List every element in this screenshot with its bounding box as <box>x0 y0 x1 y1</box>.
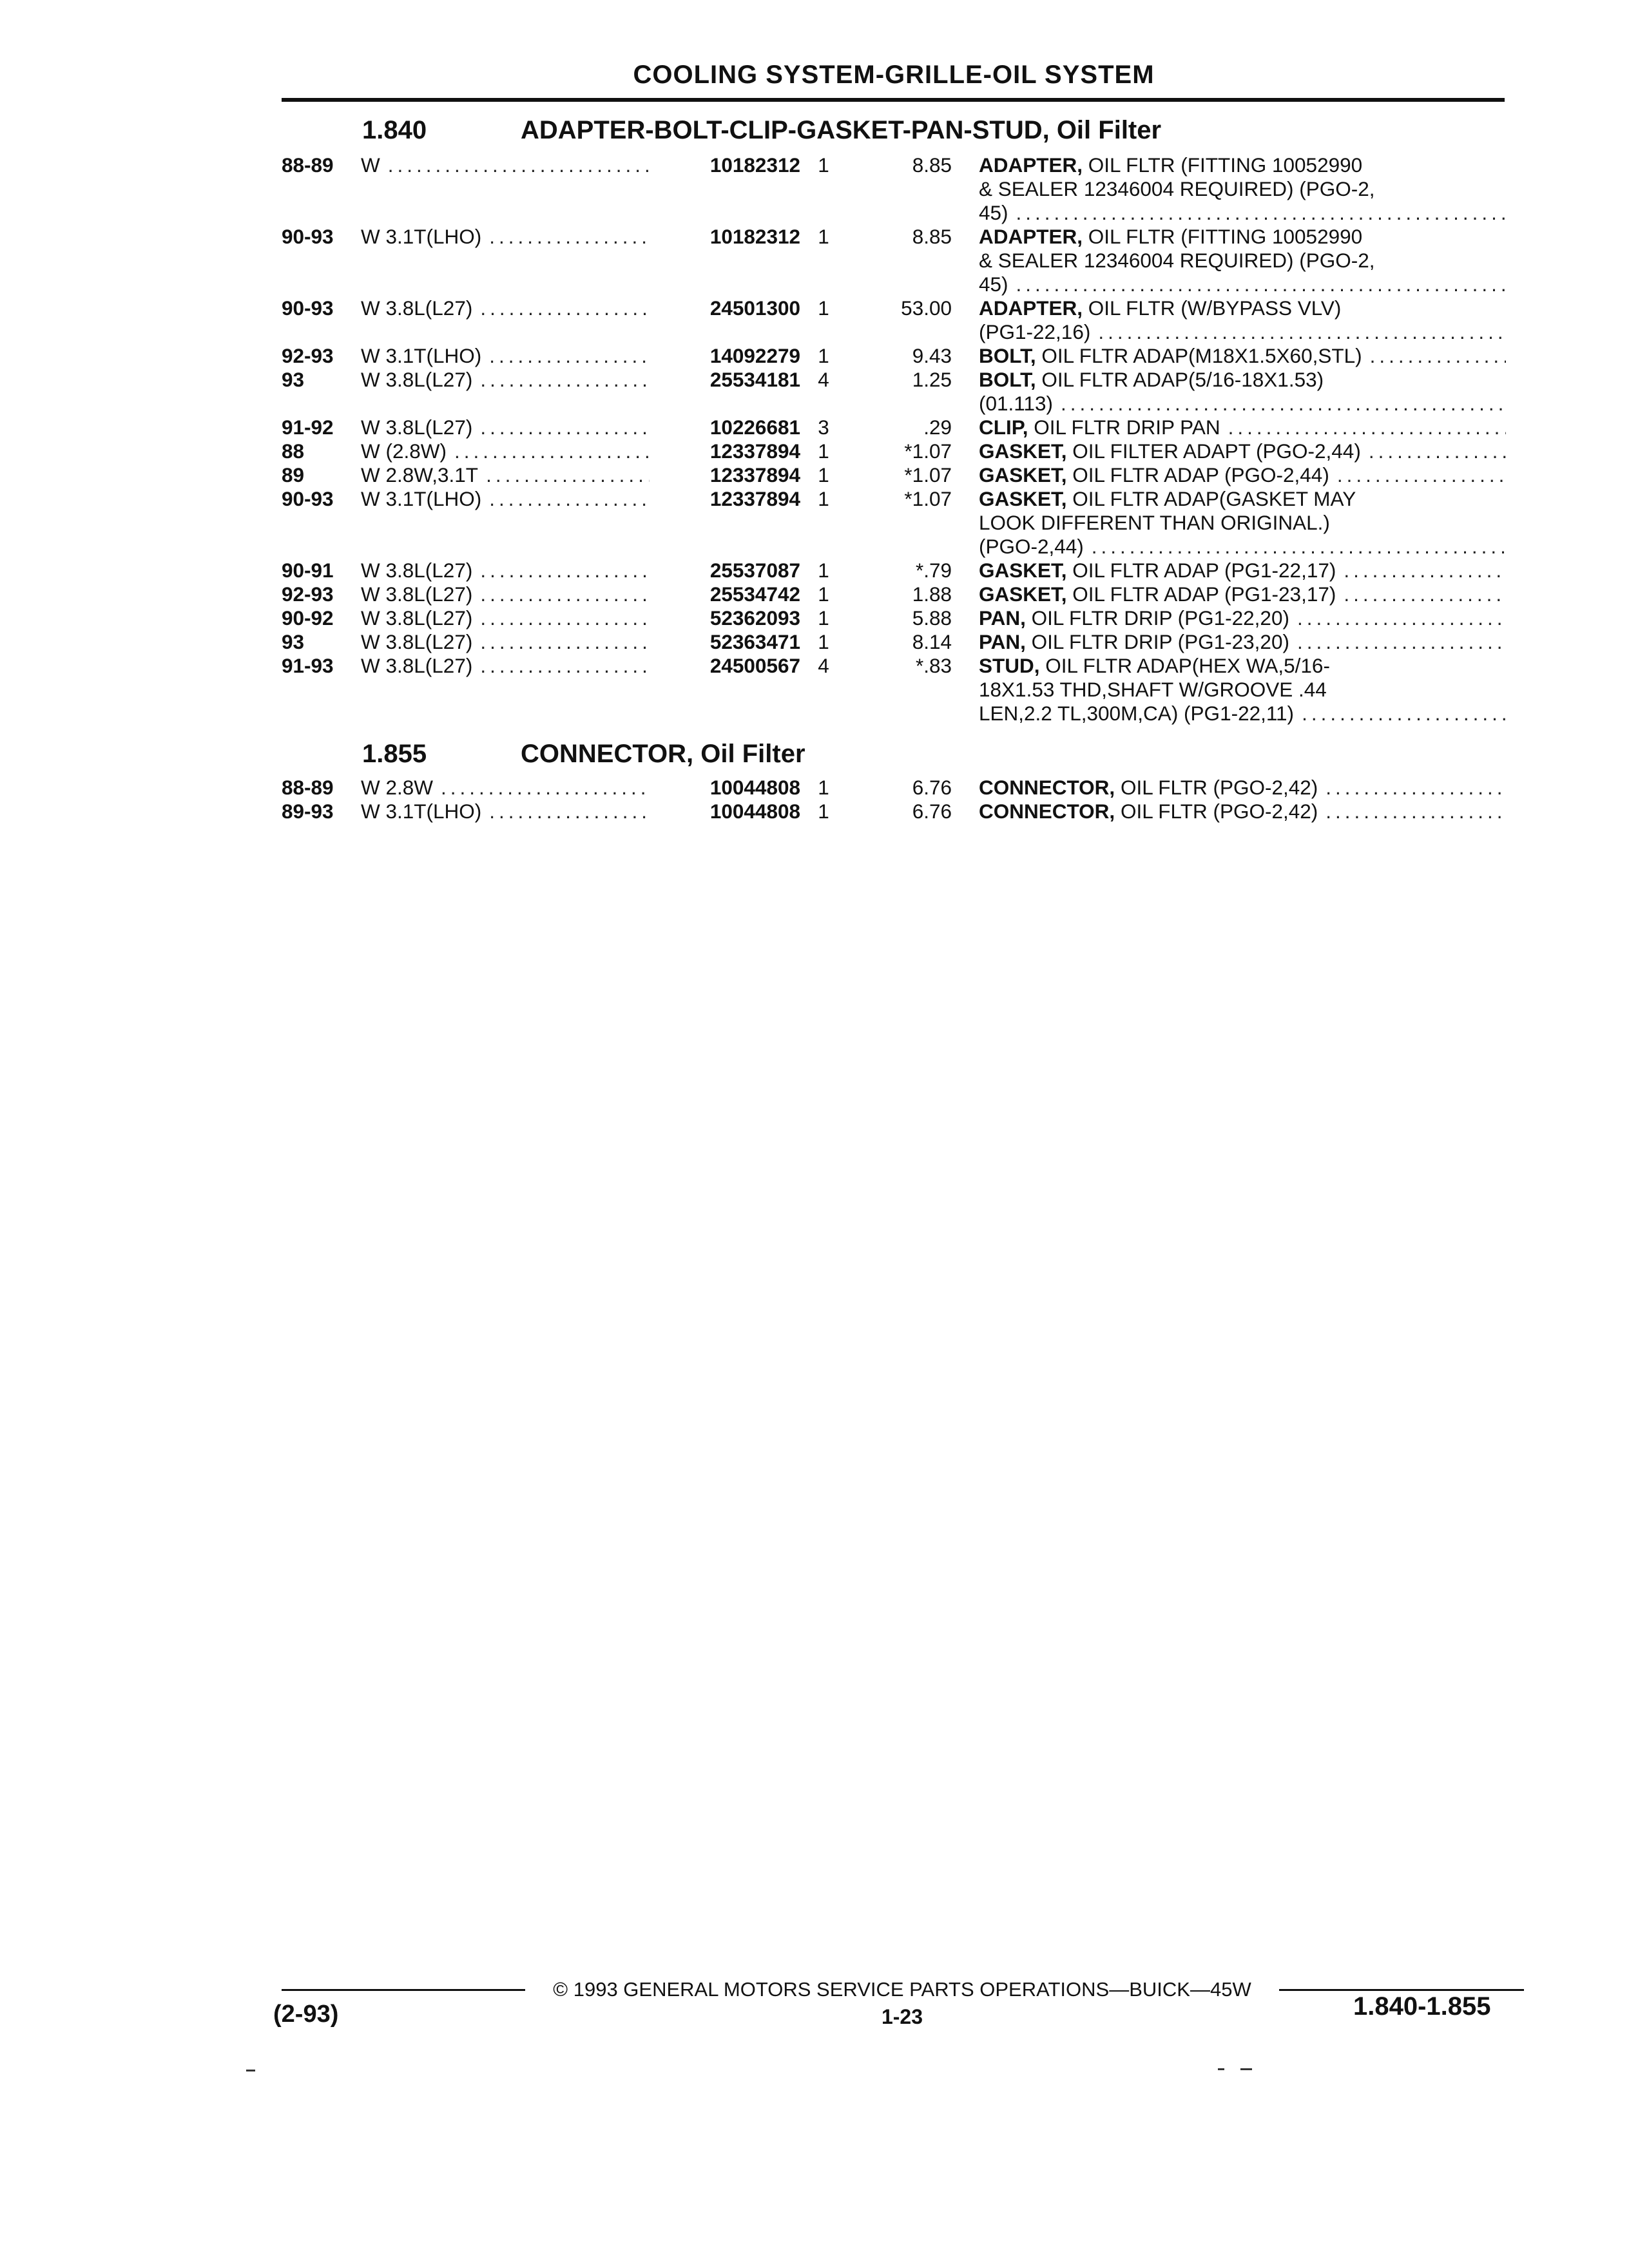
price: *.79 <box>915 559 952 582</box>
part-description <box>979 606 1506 630</box>
quantity: 1 <box>818 296 829 320</box>
table-row <box>282 225 1506 296</box>
description-text <box>979 776 1325 800</box>
table-row <box>282 606 1506 630</box>
part-number: 10044808 <box>709 776 800 799</box>
model-year: 90-92 <box>282 606 334 629</box>
quantity: 1 <box>818 776 829 799</box>
model-year: 89-93 <box>282 800 334 823</box>
quantity: 1 <box>818 559 829 582</box>
model-year: 92-93 <box>282 344 334 367</box>
leader-dots <box>1297 606 1506 630</box>
description-text <box>979 225 1370 249</box>
price: *1.07 <box>904 487 952 510</box>
price: 53.00 <box>901 296 952 320</box>
quantity: 1 <box>818 582 829 606</box>
leader-dots <box>480 606 650 630</box>
description-keyword: GASKET, <box>979 439 1067 463</box>
description-detail: OIL FLTR ADAP (PG1-22,17) <box>1066 559 1336 582</box>
part-description <box>979 776 1506 800</box>
part-description <box>979 800 1506 823</box>
table-row <box>282 344 1506 368</box>
leader-dots <box>480 654 650 678</box>
description-detail: 18X1.53 THD,SHAFT W/GROOVE .44 <box>979 678 1327 701</box>
leader-dots <box>1092 535 1506 559</box>
table-row <box>282 559 1506 582</box>
description-text <box>979 487 1364 511</box>
part-description <box>979 368 1506 416</box>
description-text <box>979 177 1383 201</box>
description-text <box>979 559 1344 582</box>
description-line <box>979 463 1506 487</box>
price: 6.76 <box>912 800 952 823</box>
model-code <box>361 800 650 823</box>
price: *1.07 <box>904 463 952 486</box>
description-text <box>979 606 1297 630</box>
leader-dots <box>441 776 650 800</box>
description-detail: LEN,2.2 TL,300M,CA) (PG1-22,11) <box>979 702 1295 725</box>
description-line <box>979 582 1506 606</box>
footer-rule-left <box>282 1989 525 1991</box>
model-text: W 3.1T(LHO) <box>361 344 482 367</box>
leader-dots <box>1228 416 1506 439</box>
model-year: 92-93 <box>282 582 334 606</box>
description-detail: OIL FLTR ADAP (PG1-23,17) <box>1066 582 1336 606</box>
leader-dots <box>480 368 650 392</box>
model-text: W 3.8L(L27) <box>361 296 473 320</box>
model-year: 90-91 <box>282 559 334 582</box>
model-code <box>361 153 650 177</box>
leader-dots <box>1337 463 1506 487</box>
model-code <box>361 296 650 320</box>
model-text: W 3.1T(LHO) <box>361 225 482 248</box>
model-code <box>361 606 650 630</box>
price: *1.07 <box>904 439 952 463</box>
leader-dots <box>1344 582 1506 606</box>
scan-speck <box>246 2070 255 2071</box>
part-description <box>979 582 1506 606</box>
description-line <box>979 702 1506 726</box>
leader-dots <box>489 225 650 249</box>
description-keyword: GASKET, <box>979 559 1067 582</box>
description-line <box>979 654 1506 678</box>
description-keyword: GASKET, <box>979 487 1067 510</box>
description-line <box>979 392 1506 416</box>
description-line <box>979 177 1506 201</box>
quantity: 1 <box>818 439 829 463</box>
description-text <box>979 800 1325 823</box>
price: 1.25 <box>912 368 952 391</box>
table-row <box>282 153 1506 225</box>
description-text <box>979 678 1335 702</box>
model-text: W 3.1T(LHO) <box>361 487 482 510</box>
quantity: 3 <box>818 416 829 439</box>
quantity: 1 <box>818 800 829 823</box>
leader-dots <box>489 800 650 823</box>
table-row <box>282 463 1506 487</box>
description-line <box>979 296 1506 320</box>
description-text <box>979 702 1302 726</box>
description-detail: OIL FLTR (PGO-2,42) <box>1115 776 1318 799</box>
description-keyword: BOLT, <box>979 368 1036 391</box>
part-description <box>979 487 1506 559</box>
model-year: 90-93 <box>282 225 334 248</box>
model-code <box>361 439 650 463</box>
leader-dots <box>1369 439 1506 463</box>
revision-date: (2-93) <box>273 2001 339 2028</box>
model-year: 88-89 <box>282 776 334 799</box>
part-number: 12337894 <box>709 463 800 486</box>
model-code <box>361 582 650 606</box>
description-keyword: STUD, <box>979 654 1040 677</box>
description-text <box>979 368 1331 392</box>
description-line <box>979 439 1506 463</box>
description-line <box>979 273 1506 296</box>
model-year: 93 <box>282 368 305 391</box>
leader-dots <box>1325 800 1506 823</box>
description-line <box>979 511 1506 535</box>
table-row <box>282 800 1506 823</box>
model-year: 90-93 <box>282 296 334 320</box>
section-range: 1.840-1.855 <box>1353 1992 1491 2021</box>
model-code <box>361 368 650 392</box>
model-code <box>361 776 650 800</box>
model-text: W 3.8L(L27) <box>361 654 473 677</box>
part-description <box>979 463 1506 487</box>
scan-speck <box>1240 2068 1252 2070</box>
description-text <box>979 344 1370 368</box>
header-rule <box>282 98 1505 102</box>
part-number: 24501300 <box>709 296 800 320</box>
part-number: 10226681 <box>709 416 800 439</box>
description-detail: OIL FLTR DRIP (PG1-22,20) <box>1025 606 1289 629</box>
page-header: COOLING SYSTEM-GRILLE-OIL SYSTEM <box>633 61 1155 89</box>
quantity: 1 <box>818 487 829 510</box>
price: 8.85 <box>912 225 952 248</box>
part-number: 25537087 <box>709 559 800 582</box>
section-heading: CONNECTOR, Oil Filter <box>521 740 805 768</box>
leader-dots <box>480 296 650 320</box>
description-text <box>979 249 1383 273</box>
description-line <box>979 416 1506 439</box>
description-text <box>979 439 1369 463</box>
leader-dots <box>1297 630 1506 654</box>
model-text: W 3.8L(L27) <box>361 368 473 391</box>
part-description <box>979 153 1506 225</box>
model-text: W 2.8W,3.1T <box>361 463 479 486</box>
scan-speck <box>1218 2068 1224 2070</box>
description-line <box>979 225 1506 249</box>
description-text <box>979 654 1338 678</box>
description-detail: OIL FILTER ADAPT (PGO-2,44) <box>1066 439 1361 463</box>
description-line <box>979 487 1506 511</box>
description-keyword: PAN, <box>979 630 1026 653</box>
description-line <box>979 368 1506 392</box>
copyright-notice: © 1993 GENERAL MOTORS SERVICE PARTS OPERATIONS—BUICK—45W <box>553 1978 1251 2001</box>
part-number: 52363471 <box>709 630 800 653</box>
part-number: 24500567 <box>709 654 800 677</box>
description-detail: OIL FLTR ADAP(HEX WA,5/16- <box>1039 654 1330 677</box>
table-row <box>282 582 1506 606</box>
quantity: 1 <box>818 463 829 486</box>
description-line <box>979 153 1506 177</box>
leader-dots <box>1016 201 1506 225</box>
quantity: 1 <box>818 606 829 629</box>
part-number: 10182312 <box>709 153 800 177</box>
description-line <box>979 800 1506 823</box>
description-detail: OIL FLTR (FITTING 10052990 <box>1083 225 1363 248</box>
description-keyword: CONNECTOR, <box>979 776 1115 799</box>
leader-dots <box>480 559 650 582</box>
leader-dots <box>388 153 650 177</box>
model-year: 90-93 <box>282 487 334 510</box>
section-number: 1.840 <box>362 116 427 144</box>
leader-dots <box>1061 392 1506 416</box>
description-line <box>979 678 1506 702</box>
description-keyword: PAN, <box>979 606 1026 629</box>
section-number: 1.855 <box>362 740 427 768</box>
description-keyword: CLIP, <box>979 416 1028 439</box>
description-text <box>979 416 1228 439</box>
model-year: 91-92 <box>282 416 334 439</box>
description-detail: & SEALER 12346004 REQUIRED) (PGO-2, <box>979 177 1375 200</box>
model-code <box>361 463 650 487</box>
description-keyword: BOLT, <box>979 344 1036 367</box>
table-row <box>282 439 1506 463</box>
description-keyword: ADAPTER, <box>979 153 1083 177</box>
model-code <box>361 559 650 582</box>
leader-dots <box>480 630 650 654</box>
description-keyword: ADAPTER, <box>979 225 1083 248</box>
leader-dots <box>454 439 650 463</box>
description-detail: OIL FLTR (FITTING 10052990 <box>1083 153 1363 177</box>
table-row <box>282 368 1506 416</box>
leader-dots <box>1370 344 1506 368</box>
model-code <box>361 416 650 439</box>
description-detail: & SEALER 12346004 REQUIRED) (PGO-2, <box>979 249 1375 272</box>
quantity: 4 <box>818 654 829 677</box>
leader-dots <box>1016 273 1506 296</box>
model-code <box>361 654 650 678</box>
part-description <box>979 654 1506 726</box>
description-detail: 45) <box>979 201 1008 224</box>
description-detail: OIL FLTR ADAP (PGO-2,44) <box>1066 463 1329 486</box>
description-detail: (01.113) <box>979 392 1053 415</box>
leader-dots <box>489 344 650 368</box>
model-year: 88 <box>282 439 305 463</box>
part-number: 14092279 <box>709 344 800 367</box>
page-number: 1-23 <box>881 2005 923 2028</box>
part-number: 52362093 <box>709 606 800 629</box>
part-description <box>979 416 1506 439</box>
description-text <box>979 296 1349 320</box>
model-code <box>361 225 650 249</box>
model-year: 88-89 <box>282 153 334 177</box>
model-text: W 3.8L(L27) <box>361 582 473 606</box>
leader-dots <box>480 416 650 439</box>
description-line <box>979 606 1506 630</box>
description-text <box>979 630 1297 654</box>
quantity: 1 <box>818 225 829 248</box>
part-number: 25534181 <box>709 368 800 391</box>
description-keyword: ADAPTER, <box>979 296 1083 320</box>
part-description <box>979 296 1506 344</box>
description-detail: OIL FLTR ADAP(GASKET MAY <box>1066 487 1356 510</box>
price: 8.14 <box>912 630 952 653</box>
table-row <box>282 487 1506 559</box>
leader-dots <box>1325 776 1506 800</box>
description-detail: OIL FLTR ADAP(M18X1.5X60,STL) <box>1036 344 1362 367</box>
part-description <box>979 344 1506 368</box>
description-text <box>979 511 1338 535</box>
description-text <box>979 535 1092 559</box>
part-description <box>979 225 1506 296</box>
description-detail: (PG1-22,16) <box>979 320 1091 343</box>
description-text <box>979 392 1061 416</box>
description-keyword: CONNECTOR, <box>979 800 1115 823</box>
description-line <box>979 630 1506 654</box>
table-row <box>282 654 1506 726</box>
description-line <box>979 249 1506 273</box>
price: 5.88 <box>912 606 952 629</box>
description-text <box>979 201 1016 225</box>
section-heading: ADAPTER-BOLT-CLIP-GASKET-PAN-STUD, Oil Filter <box>521 116 1162 144</box>
part-description <box>979 630 1506 654</box>
price: 6.76 <box>912 776 952 799</box>
table-row <box>282 630 1506 654</box>
model-year: 89 <box>282 463 305 486</box>
price: 9.43 <box>912 344 952 367</box>
description-line <box>979 559 1506 582</box>
leader-dots <box>480 582 650 606</box>
part-number: 25534742 <box>709 582 800 606</box>
price: 8.85 <box>912 153 952 177</box>
quantity: 1 <box>818 630 829 653</box>
description-text <box>979 463 1337 487</box>
parts-table <box>282 153 1506 726</box>
leader-dots <box>1098 320 1506 344</box>
description-detail: LOOK DIFFERENT THAN ORIGINAL.) <box>979 511 1330 534</box>
table-row <box>282 416 1506 439</box>
description-keyword: GASKET, <box>979 463 1067 486</box>
model-text: W 3.1T(LHO) <box>361 800 482 823</box>
description-line <box>979 535 1506 559</box>
model-code <box>361 630 650 654</box>
quantity: 4 <box>818 368 829 391</box>
description-text <box>979 582 1344 606</box>
leader-dots <box>1302 702 1506 726</box>
part-description <box>979 439 1506 463</box>
description-line <box>979 776 1506 800</box>
description-detail: OIL FLTR ADAP(5/16-18X1.53) <box>1036 368 1324 391</box>
description-detail: OIL FLTR DRIP (PG1-23,20) <box>1025 630 1289 653</box>
table-row <box>282 296 1506 344</box>
description-line <box>979 344 1506 368</box>
description-detail: OIL FLTR DRIP PAN <box>1028 416 1220 439</box>
part-description <box>979 559 1506 582</box>
model-year: 91-93 <box>282 654 334 677</box>
model-code <box>361 487 650 511</box>
model-year: 93 <box>282 630 305 653</box>
description-detail: OIL FLTR (W/BYPASS VLV) <box>1083 296 1342 320</box>
part-number: 10182312 <box>709 225 800 248</box>
description-text <box>979 153 1370 177</box>
description-text <box>979 320 1098 344</box>
description-text <box>979 273 1016 296</box>
parts-table <box>282 776 1506 823</box>
model-code <box>361 344 650 368</box>
leader-dots <box>486 463 650 487</box>
model-text: W 3.8L(L27) <box>361 559 473 582</box>
model-text: W <box>361 153 380 177</box>
part-number: 10044808 <box>709 800 800 823</box>
description-keyword: GASKET, <box>979 582 1067 606</box>
leader-dots <box>489 487 650 511</box>
table-row <box>282 776 1506 800</box>
description-line <box>979 201 1506 225</box>
description-detail: (PGO-2,44) <box>979 535 1084 558</box>
quantity: 1 <box>818 153 829 177</box>
description-line <box>979 320 1506 344</box>
price: .29 <box>923 416 952 439</box>
model-text: W 3.8L(L27) <box>361 630 473 653</box>
description-detail: OIL FLTR (PGO-2,42) <box>1115 800 1318 823</box>
footer-rule-right <box>1279 1989 1524 1991</box>
price: *.83 <box>915 654 952 677</box>
leader-dots <box>1344 559 1506 582</box>
description-detail: 45) <box>979 273 1008 296</box>
model-text: W 3.8L(L27) <box>361 606 473 629</box>
model-text: W 2.8W <box>361 776 434 799</box>
model-text: W 3.8L(L27) <box>361 416 473 439</box>
quantity: 1 <box>818 344 829 367</box>
price: 1.88 <box>912 582 952 606</box>
part-number: 12337894 <box>709 487 800 510</box>
model-text: W (2.8W) <box>361 439 447 463</box>
part-number: 12337894 <box>709 439 800 463</box>
